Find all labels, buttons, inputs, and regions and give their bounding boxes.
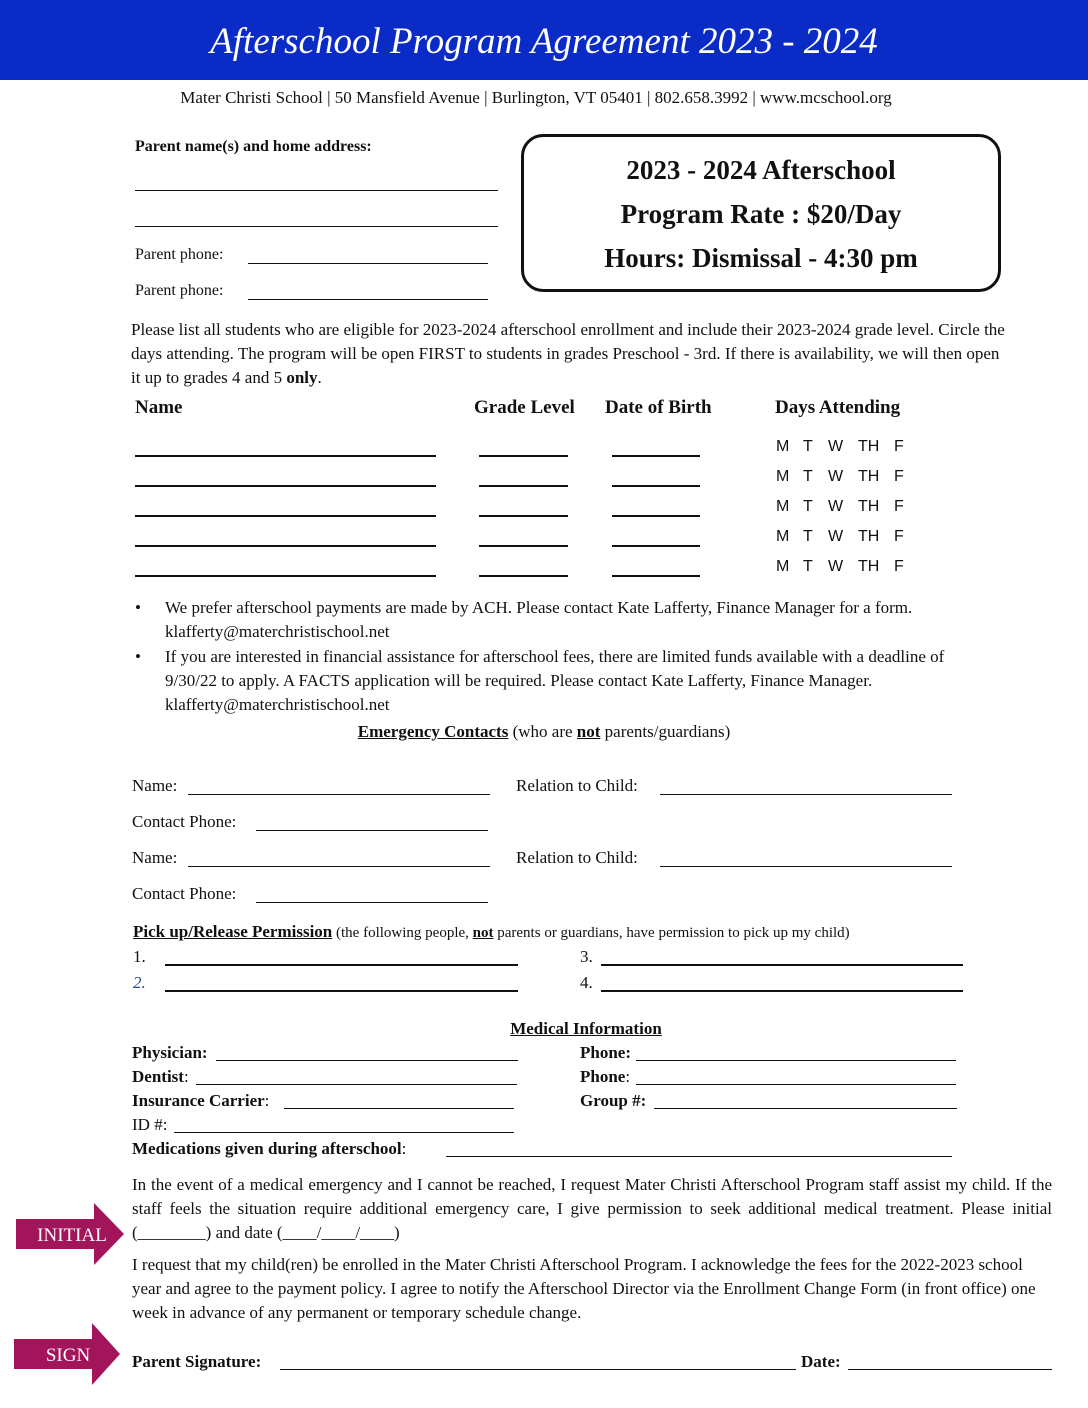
pickup-person-field-4[interactable] xyxy=(601,990,963,992)
dentist-phone-label: Phone: xyxy=(580,1067,631,1086)
day-option-m[interactable]: M xyxy=(776,438,790,455)
day-option-m[interactable]: M xyxy=(776,468,790,485)
emergency-name-label-2: Name: xyxy=(132,848,178,867)
parent-phone-label-2: Parent phone: xyxy=(135,282,224,299)
day-option-w[interactable]: W xyxy=(828,528,844,545)
emergency-name-label-1: Name: xyxy=(132,776,178,795)
pickup-person-field-2[interactable] xyxy=(165,990,518,992)
insurance-label: Insurance Carrier: xyxy=(132,1091,270,1110)
title-banner xyxy=(0,0,1088,80)
student-name-field[interactable] xyxy=(135,545,436,547)
contact-phone-label-2: Contact Phone: xyxy=(132,884,237,903)
relation-field-1[interactable] xyxy=(660,794,952,795)
rate-line-2: Program Rate : $20/Day xyxy=(620,199,902,229)
day-option-th[interactable]: TH xyxy=(858,558,880,575)
relation-label-1: Relation to Child: xyxy=(516,776,638,795)
contact-phone-field-1[interactable] xyxy=(256,830,488,831)
medications-label: Medications given during afterschool: xyxy=(132,1139,407,1158)
signature-date-field[interactable] xyxy=(848,1369,1052,1370)
day-option-w[interactable]: W xyxy=(828,468,844,485)
payment-bullet: We prefer afterschool payments are made by ACH. Please contact Kate Lafferty, Finance Manager for a form. klafferty@materchristischool.net xyxy=(165,598,913,641)
physician-label: Physician: xyxy=(132,1043,208,1062)
physician-phone-label: Phone: xyxy=(580,1043,631,1062)
pickup-number-3: 3. xyxy=(580,947,593,966)
student-dob-field[interactable] xyxy=(612,545,700,547)
student-name-field[interactable] xyxy=(135,575,436,577)
student-dob-field[interactable] xyxy=(612,455,700,457)
rate-line-1: 2023 - 2024 Afterschool xyxy=(626,155,896,185)
group-label: Group #: xyxy=(580,1091,647,1110)
col-header-grade: Grade Level xyxy=(474,397,575,418)
page-title: Afterschool Program Agreement 2023 - 2024 xyxy=(210,21,878,62)
emergency-consent-paragraph: In the event of a medical emergency and I cannot be reached, I request Mater Christi Afterschool Program staff assist my child. If the staff feels the situation require additional emergency care, I give permission to seek additional medical treatment. Please initial (________) and date (____/____/____) xyxy=(132,1175,1052,1242)
bullet-dot-2: • xyxy=(135,647,141,666)
initial-arrow-icon xyxy=(16,1203,126,1265)
medications-field[interactable] xyxy=(446,1156,952,1157)
physician-phone-field[interactable] xyxy=(636,1060,956,1061)
contact-phone-field-2[interactable] xyxy=(256,902,488,903)
parent-phone-field-2[interactable] xyxy=(248,299,488,300)
sign-arrow-label: SIGN xyxy=(45,1345,91,1366)
dentist-label: Dentist: xyxy=(132,1067,189,1086)
program-rate-box xyxy=(521,134,1001,292)
day-option-t[interactable]: T xyxy=(803,558,813,575)
bullet-dot-1: • xyxy=(135,598,141,617)
medical-info-heading: Medical Information xyxy=(510,1019,662,1038)
day-option-f[interactable]: F xyxy=(894,438,904,455)
day-option-th[interactable]: TH xyxy=(858,498,880,515)
pickup-person-field-1[interactable] xyxy=(165,964,518,966)
student-grade-field[interactable] xyxy=(479,515,568,517)
day-option-f[interactable]: F xyxy=(894,558,904,575)
pickup-person-field-3[interactable] xyxy=(601,964,963,966)
contact-phone-label-1: Contact Phone: xyxy=(132,812,237,831)
student-name-field[interactable] xyxy=(135,515,436,517)
day-option-f[interactable]: F xyxy=(894,528,904,545)
physician-field[interactable] xyxy=(216,1060,518,1061)
student-grade-field[interactable] xyxy=(479,545,568,547)
day-option-w[interactable]: W xyxy=(828,438,844,455)
day-option-m[interactable]: M xyxy=(776,558,790,575)
day-option-th[interactable]: TH xyxy=(858,528,880,545)
dentist-field[interactable] xyxy=(196,1084,517,1085)
student-dob-field[interactable] xyxy=(612,575,700,577)
parent-phone-label-1: Parent phone: xyxy=(135,246,224,263)
rate-line-3: Hours: Dismissal - 4:30 pm xyxy=(604,243,918,273)
day-option-f[interactable]: F xyxy=(894,498,904,515)
day-option-th[interactable]: TH xyxy=(858,438,880,455)
col-header-dob: Date of Birth xyxy=(605,397,712,418)
day-option-t[interactable]: T xyxy=(803,438,813,455)
day-option-t[interactable]: T xyxy=(803,528,813,545)
student-dob-field[interactable] xyxy=(612,515,700,517)
emergency-contacts-heading: Emergency Contacts (who are not parents/guardians) xyxy=(357,722,731,741)
parent-address-line-2[interactable] xyxy=(135,226,498,227)
day-option-m[interactable]: M xyxy=(776,528,790,545)
instructions-paragraph: Please list all students who are eligible for 2023-2024 afterschool enrollment and include their 2023-2024 grade level. Circle the days attending. The program will be open FIRST to students in grades Preschool - 3rd. If there is availability, we will then open it up to grades 4 and 5 only. xyxy=(131,320,1005,387)
parent-phone-field-1[interactable] xyxy=(248,263,488,264)
day-option-m[interactable]: M xyxy=(776,498,790,515)
parent-signature-label: Parent Signature: xyxy=(132,1352,262,1371)
student-grade-field[interactable] xyxy=(479,485,568,487)
student-dob-field[interactable] xyxy=(612,485,700,487)
parent-address-line-1[interactable] xyxy=(135,190,498,191)
student-grade-field[interactable] xyxy=(479,575,568,577)
pickup-heading: Pick up/Release Permission (the following people, not parents or guardians, have permission to pick up my child) xyxy=(133,922,850,941)
insurance-field[interactable] xyxy=(284,1108,514,1109)
id-field[interactable] xyxy=(174,1132,514,1133)
financial-aid-bullet: If you are interested in financial assistance for afterschool fees, there are limited funds available with a deadline of 9/30/22 to apply. A FACTS application will be required. Please contact Kate Lafferty, Finance Manager. klafferty@materchristischool.net xyxy=(165,647,945,714)
day-option-w[interactable]: W xyxy=(828,558,844,575)
enrollment-agreement-paragraph: I request that my child(ren) be enrolled in the Mater Christi Afterschool Program. I acknowledge the fees for the 2022-2023 school year and agree to the payment policy. I agree to notify the Afterschool Director via the Enrollment Change Form (in front office) one week in advance of any permanent or temporary schedule change. xyxy=(132,1255,1036,1322)
day-option-t[interactable]: T xyxy=(803,498,813,515)
school-address: Mater Christi School | 50 Mansfield Avenue | Burlington, VT 05401 | 802.658.3992 | www.mcschool.org xyxy=(180,88,892,107)
day-option-f[interactable]: F xyxy=(894,468,904,485)
day-option-th[interactable]: TH xyxy=(858,468,880,485)
student-grade-field[interactable] xyxy=(479,455,568,457)
day-option-w[interactable]: W xyxy=(828,498,844,515)
emergency-name-field-1[interactable] xyxy=(188,794,490,795)
initial-arrow-label: INITIAL xyxy=(37,1225,107,1246)
signature-date-label: Date: xyxy=(801,1352,841,1371)
dentist-phone-field[interactable] xyxy=(636,1084,956,1085)
relation-field-2[interactable] xyxy=(660,866,952,867)
day-option-t[interactable]: T xyxy=(803,468,813,485)
col-header-name: Name xyxy=(135,397,183,418)
emergency-name-field-2[interactable] xyxy=(188,866,490,867)
relation-label-2: Relation to Child: xyxy=(516,848,638,867)
pickup-number-4: 4. xyxy=(580,973,593,992)
student-name-field[interactable] xyxy=(135,455,436,457)
col-header-days: Days Attending xyxy=(775,397,901,418)
sign-arrow-icon xyxy=(14,1323,122,1385)
pickup-number-2: 2. xyxy=(133,973,146,992)
parent-signature-field[interactable] xyxy=(280,1369,796,1370)
student-name-field[interactable] xyxy=(135,485,436,487)
parent-name-label: Parent name(s) and home address: xyxy=(135,138,372,155)
group-field[interactable] xyxy=(654,1108,957,1109)
pickup-number-1: 1. xyxy=(133,947,146,966)
id-label: ID #: xyxy=(132,1115,168,1134)
